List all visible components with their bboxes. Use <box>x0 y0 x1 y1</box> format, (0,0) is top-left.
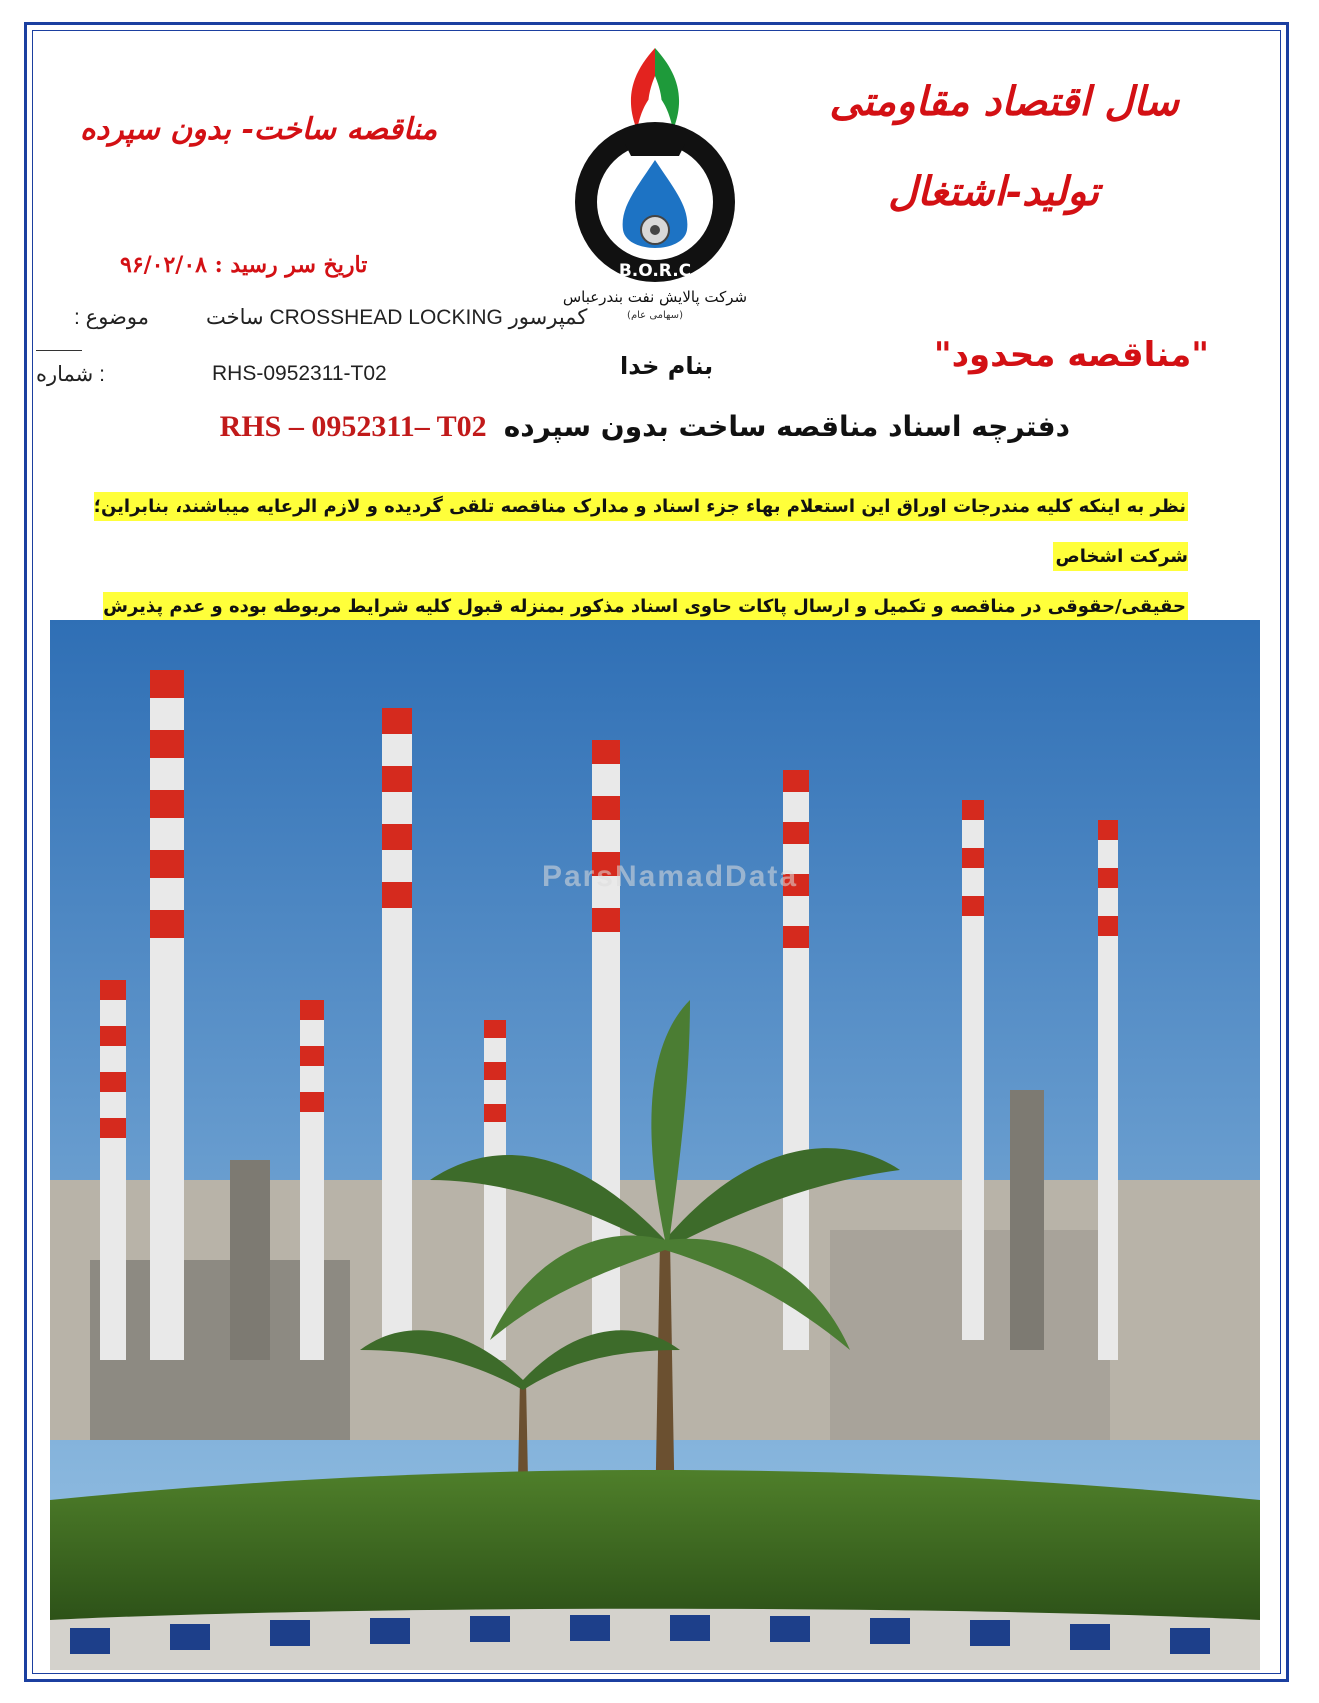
refinery-photo <box>50 620 1260 1670</box>
deadline-date: تاریخ سر رسید : ۹۶/۰۲/۰۸ <box>120 252 368 278</box>
logo-company-name: شرکت پالایش نفت بندرعباس <box>562 288 748 306</box>
number-row <box>36 362 396 392</box>
watermark: ParsNamadData <box>541 860 799 893</box>
subject-row <box>36 305 596 335</box>
document-title <box>219 410 1070 454</box>
hedge <box>50 1470 1260 1620</box>
tender-type: مناقصه ساخت- بدون سپرده <box>80 112 438 147</box>
basmala-heading: بنام خدا <box>620 352 714 380</box>
restricted-tender-heading: "مناقصه محدود" <box>933 335 1209 375</box>
subject-label: موضوع : <box>74 306 149 329</box>
company-logo <box>555 40 755 320</box>
document-title-code: RHS – 0952311– T02 <box>219 410 487 443</box>
number-value: RHS-0952311-T02 <box>212 362 387 385</box>
notice-line-2: حقیقی/حقوقی در مناقصه و تکمیل و ارسال پاکات حاوی اسناد مذکور بمنزله قبول کلیه شرایط مربوطه بوده و عدم پذیرش <box>103 592 1188 671</box>
slogan-line-1: سال اقتصاد مقاومتی <box>829 78 1179 125</box>
field-underline <box>36 350 82 351</box>
subject-value: کمپرسور CROSSHEAD LOCKING ساخت <box>206 306 588 329</box>
notice-line-1: نظر به اینکه کلیه مندرجات اوراق این استعلام بهاء جزء اسناد و مدارک مناقصه تلقی گردیده و لازم الرعایه میباشند، بنابراین؛ شرکت اشخاص <box>94 492 1188 571</box>
logo-abbreviation: B.O.R.C <box>618 261 692 281</box>
logo-company-type: (سهامی عام) <box>627 310 683 320</box>
number-label: : شماره <box>36 363 105 386</box>
slogan-line-2: تولید-اشتغال <box>888 168 1099 215</box>
document-title-text: دفترچه اسناد مناقصه ساخت بدون سپرده <box>503 410 1070 443</box>
